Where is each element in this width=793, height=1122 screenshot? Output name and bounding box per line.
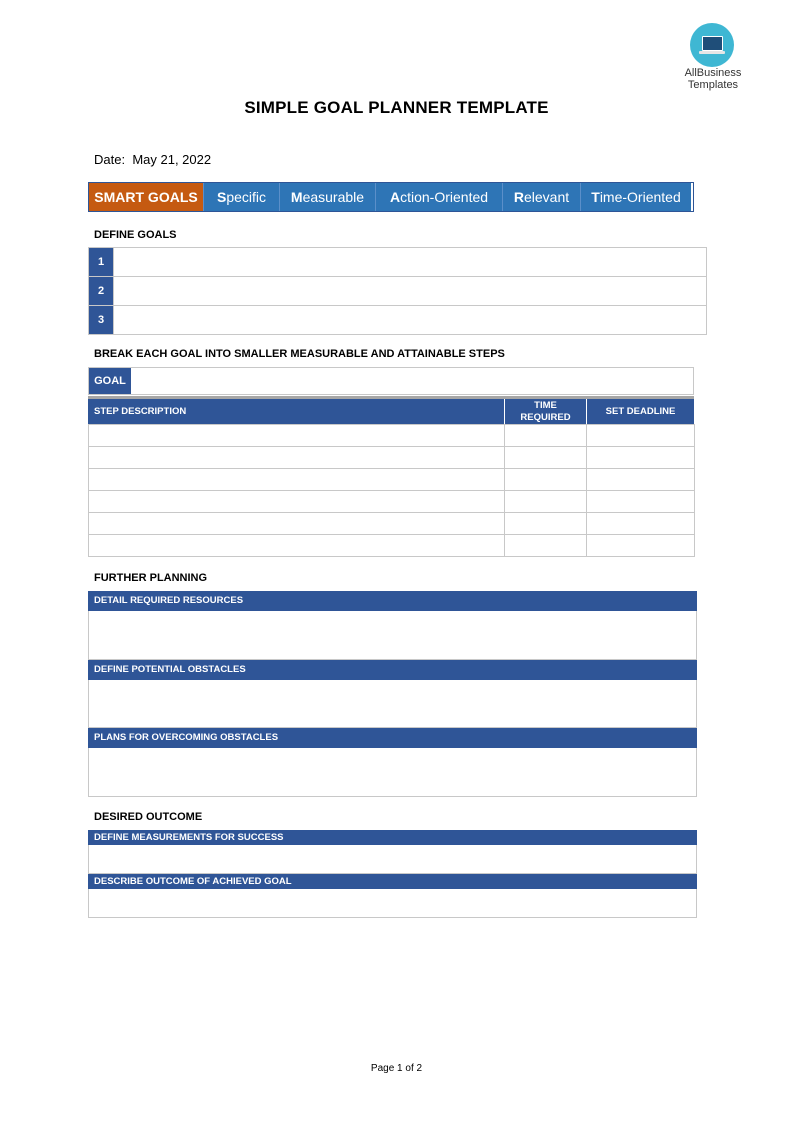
steps-table	[88, 424, 695, 557]
deadline-cell[interactable]	[587, 491, 695, 513]
steps-heading: BREAK EACH GOAL INTO SMALLER MEASURABLE AND ATTAINABLE STEPS	[94, 348, 505, 360]
smart-action-oriented-cell: Action-Oriented	[376, 183, 503, 211]
goal-field	[88, 367, 694, 395]
time-required-header: TIME REQUIRED	[504, 399, 586, 424]
table-row	[89, 535, 695, 557]
table-row	[89, 447, 695, 469]
goal-row	[89, 306, 707, 335]
table-row	[89, 513, 695, 535]
deadline-cell[interactable]	[587, 447, 695, 469]
time-required-cell[interactable]	[505, 469, 587, 491]
logo-text	[670, 67, 756, 91]
laptop-screen-icon	[702, 36, 723, 51]
step-description-header: STEP DESCRIPTION	[94, 406, 187, 417]
goal-input[interactable]	[114, 277, 707, 306]
page-title: SIMPLE GOAL PLANNER TEMPLATE	[244, 98, 549, 117]
overcoming-obstacles-input[interactable]	[88, 748, 697, 797]
smart-relevant-cell: Relevant	[503, 183, 581, 211]
outcome-header: DESCRIBE OUTCOME OF ACHIEVED GOAL	[88, 874, 697, 889]
goal-number: 1	[89, 248, 114, 277]
logo-laptop-icon	[690, 23, 734, 67]
smart-time-oriented-cell: Time-Oriented	[581, 183, 691, 211]
goal-number: 2	[89, 277, 114, 306]
deadline-cell[interactable]	[587, 513, 695, 535]
time-required-cell[interactable]	[505, 513, 587, 535]
deadline-cell[interactable]	[587, 425, 695, 447]
logo-line-1: AllBusiness	[684, 67, 742, 79]
deadline-cell[interactable]	[587, 469, 695, 491]
smart-goals-bar	[88, 182, 694, 212]
smart-specific-cell: Specific	[204, 183, 280, 211]
step-description-cell[interactable]	[89, 535, 505, 557]
set-deadline-header: SET DEADLINE	[586, 399, 694, 424]
step-description-cell[interactable]	[89, 469, 505, 491]
table-row	[89, 491, 695, 513]
laptop-base-icon	[699, 51, 725, 54]
logo-line-2: Templates	[687, 79, 739, 91]
goal-label: GOAL	[89, 368, 131, 394]
goal-field-input[interactable]	[131, 368, 693, 394]
obstacles-input[interactable]	[88, 680, 697, 728]
desired-outcome-heading: DESIRED OUTCOME	[94, 811, 203, 823]
page-number: Page 1 of 2	[370, 1063, 423, 1074]
date-row	[94, 152, 211, 167]
goal-row	[89, 277, 707, 306]
overcoming-obstacles-header: PLANS FOR OVERCOMING OBSTACLES	[88, 728, 697, 748]
deadline-cell[interactable]	[587, 535, 695, 557]
time-required-cell[interactable]	[505, 491, 587, 513]
table-row	[89, 425, 695, 447]
obstacles-header: DEFINE POTENTIAL OBSTACLES	[88, 660, 697, 680]
table-row	[89, 469, 695, 491]
define-goals-table	[88, 247, 707, 335]
goal-input[interactable]	[114, 306, 707, 335]
smart-goals-cell: SMART GOALS	[89, 183, 204, 211]
step-description-cell[interactable]	[89, 513, 505, 535]
measurements-header: DEFINE MEASUREMENTS FOR SUCCESS	[88, 830, 697, 845]
further-planning-heading: FURTHER PLANNING	[94, 572, 208, 584]
measurements-input[interactable]	[88, 845, 697, 874]
date-value[interactable]: May 21, 2022	[132, 152, 212, 167]
step-description-cell[interactable]	[89, 491, 505, 513]
time-required-cell[interactable]	[505, 425, 587, 447]
goal-row	[89, 248, 707, 277]
define-goals-heading: DEFINE GOALS	[94, 229, 177, 241]
date-label: Date:	[94, 152, 126, 167]
time-required-cell[interactable]	[505, 447, 587, 469]
resources-header: DETAIL REQUIRED RESOURCES	[88, 591, 697, 611]
time-required-cell[interactable]	[505, 535, 587, 557]
steps-table-header	[88, 396, 694, 424]
step-description-cell[interactable]	[89, 447, 505, 469]
outcome-input[interactable]	[88, 889, 697, 918]
step-description-cell[interactable]	[89, 425, 505, 447]
goal-input[interactable]	[114, 248, 707, 277]
goal-number: 3	[89, 306, 114, 335]
resources-input[interactable]	[88, 611, 697, 660]
smart-measurable-cell: Measurable	[280, 183, 376, 211]
